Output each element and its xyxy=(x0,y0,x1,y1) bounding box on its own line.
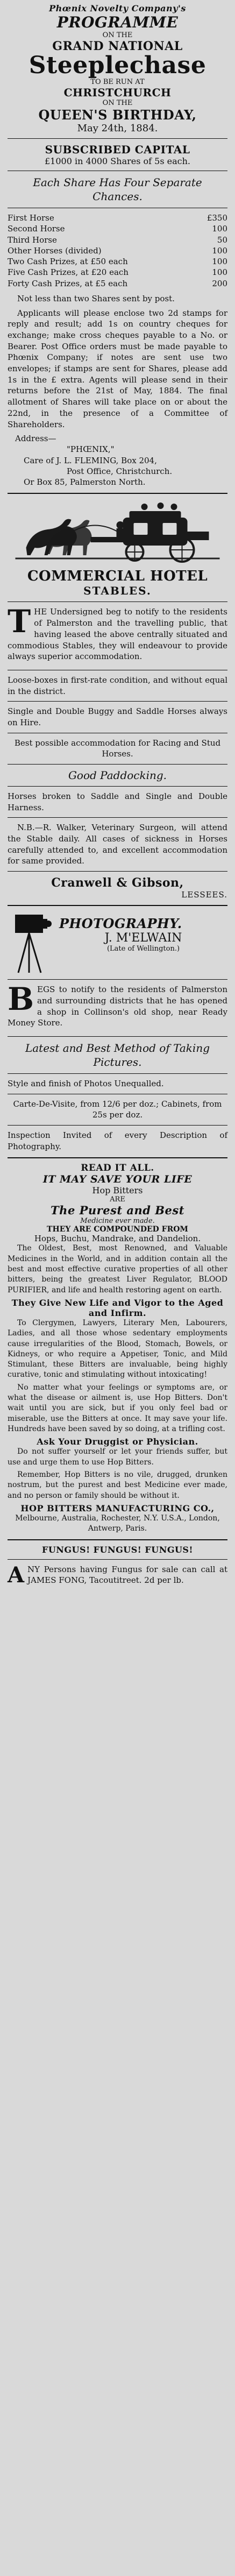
grand-national-title: GRAND NATIONAL xyxy=(52,39,183,53)
on-the-label: ON THE xyxy=(102,31,133,39)
photography-title: PHOTOGRAPHY. xyxy=(59,916,182,932)
address-label: Address— xyxy=(15,434,56,444)
applicants-note: Applicants will please enclose two 2d stamps for reply and result; add 1s on country cheques for exchange; make cross cheques payable to a No. or Bearer. Post Office orders must be made payable to Phœnix Company; if notes are sent use two envelopes; if stamps are sent for Shares, please add 1s in the £ extra. Agents will please send in their returns before the 21st of May, 1884. The final allotment of Shares will take place on or about the 22nd, in the presence of a Committee of Shareholders. xyxy=(8,308,227,429)
divider xyxy=(8,1073,227,1074)
hotel-stables-advert xyxy=(8,498,227,900)
bitters-para-5: Remember, Hop Bitters is no vile, drugged, drunken nostrum, but the purest and best Medicine ever made, and no person or family should be without it. xyxy=(8,1470,227,1500)
firm-name: Cranwell & Gibson, xyxy=(51,876,184,890)
stagecoach-illustration xyxy=(8,498,227,568)
purest-title: The Purest and Best xyxy=(51,1204,184,1218)
divider xyxy=(8,764,227,765)
address-line-1: Care of J. L. FLEMING, Box 204, xyxy=(24,455,157,465)
paddocking-title: Good Paddocking. xyxy=(68,769,167,782)
ask-druggist-title: Ask Your Druggist or Physician. xyxy=(37,1436,198,1447)
drop-cap: T xyxy=(8,603,31,640)
queens-birthday-title: QUEEN'S BIRTHDAY, xyxy=(38,107,197,123)
divider xyxy=(8,817,227,818)
on-the-label-2: ON THE xyxy=(102,99,133,108)
photographer-name: J. M'ELWAIN xyxy=(104,931,182,945)
buggy-note: Single and Double Buggy and Saddle Horses always on Hire. xyxy=(8,706,227,727)
lessees-label: LESSEES. xyxy=(181,890,227,900)
bitters-para-3: No matter what your feelings or symptoms are, or what the disease or ailment is, use Hop Bitters. Don't wait until you are sick, but if you only feel bad or miserable, use the Bitters at once. It may save your life. Hundreds have been saved by so doing, at a trifling cost. xyxy=(8,1383,227,1433)
prize-row: Forty Cash Prizes, at £5 each 200 xyxy=(8,278,227,288)
to-be-run-label: TO BE RUN AT xyxy=(90,78,145,87)
divider xyxy=(8,1559,227,1560)
medicine-line: Medicine ever made. xyxy=(80,1217,155,1226)
camera-icon xyxy=(8,910,54,975)
fungus-heading: FUNGUS! FUNGUS! FUNGUS! xyxy=(41,1544,194,1555)
chances-title: Each Share Has Four Separate Chances. xyxy=(33,176,202,203)
prize-row: Third Horse 50 xyxy=(8,235,227,245)
section-divider xyxy=(8,1157,227,1158)
bitters-para-1: The Oldest, Best, most Renowned, and Valuable Medicines in the World, and in addition contain all the best and most effective curative properties of all other bitters, being the greatest Liver Regulator, BLOOD PURIFIER, and life and health restoring agent on earth. xyxy=(8,1244,227,1294)
read-it-all: READ IT ALL. xyxy=(81,1163,154,1174)
prize-row: Second Horse 100 xyxy=(8,224,227,234)
prices-note: Carte-De-Visite, from 12/6 per doz.; Cabinets, from 25s per doz. xyxy=(13,1099,222,1120)
address-line-2: Post Office, Christchurch. xyxy=(67,466,173,476)
divider xyxy=(8,871,227,872)
photographer-late: (Late of Wellington.) xyxy=(106,945,180,953)
new-life-title: They Give New Life and Vigor to the Aged and Infirm. xyxy=(11,1297,224,1318)
divider xyxy=(8,1036,227,1037)
section-divider xyxy=(8,493,227,494)
subscribed-capital-title: SUBSCRIBED CAPITAL xyxy=(45,143,190,157)
veterinary-note: N.B.—R. Walker, Veterinary Surgeon, will attend the Stable daily. All cases of sickness in Horses carefully attended to, and excellent accommodation for same provided. xyxy=(8,823,227,866)
hotel-title: COMMERCIAL HOTEL xyxy=(27,568,208,585)
bitters-para-2: To Clergymen, Lawyers, Literary Men, Labourers, Ladies, and all those whose sedentary employments cause irregularities of the Blood, Stomach, Bowels, or Kidneys, or who require a Appetiser, Tonic, and Mild Stimulant, these Bitters are invaluable, being highly curative, tonic and stimulating without intoxicating! xyxy=(8,1318,227,1379)
divider xyxy=(8,979,227,980)
photography-advert xyxy=(8,910,227,1152)
style-note: Style and finish of Photos Unequalled. xyxy=(8,1078,164,1088)
save-your-life: IT MAY SAVE YOUR LIFE xyxy=(42,1173,193,1186)
company-cities: Melbourne, Australia, Rochester, N.Y. U.S.A., London, Antwerp, Paris. xyxy=(15,1513,220,1533)
drop-cap: A xyxy=(8,1562,25,1588)
bitters-para-4: Do not suffer yourself or let your friends suffer, but use and urge them to use Hop Bitters. xyxy=(8,1447,227,1467)
prize-row: Five Cash Prizes, at £20 each 100 xyxy=(8,267,227,278)
compounded-line: THEY ARE COMPOUNDED FROM xyxy=(47,1225,188,1234)
loose-boxes-note: Loose-boxes in first-rate condition, and without equal in the district. xyxy=(8,675,227,696)
are-label: ARE xyxy=(110,1195,125,1204)
shares-note: Not less than two Shares sent by post. xyxy=(17,293,175,303)
programme-title: PROGRAMME xyxy=(56,13,179,31)
address-name: "PHŒNIX," xyxy=(67,444,115,455)
steeplechase-title: Steeplechase xyxy=(29,52,206,79)
racing-note: Best possible accommodation for Racing and Stud Horses. xyxy=(14,738,221,759)
company-header: Phœnix Novelty Company's xyxy=(49,3,186,13)
latest-method-title: Latest and Best Method of Taking Pictures. xyxy=(25,1041,210,1068)
photo-intro: BEGS to notify to the residents of Palmerston and surrounding districts that he has opened a shop in Collinson's old shop, near Ready Money Store. xyxy=(8,981,227,1028)
inspection-note: Inspection Invited of every Description of Photography. xyxy=(8,1130,227,1151)
ingredients-line: Hops, Buchu, Mandrake, and Dandelion. xyxy=(34,1234,201,1244)
christchurch-title: CHRISTCHURCH xyxy=(63,86,172,100)
prize-row: Other Horses (divided) 100 xyxy=(8,245,227,256)
divider xyxy=(8,1125,227,1126)
company-name: HOP BITTERS MANUFACTURING CO., xyxy=(20,1503,215,1513)
harness-note: Horses broken to Saddle and Single and Double Harness. xyxy=(8,791,227,812)
hop-bitters-advert xyxy=(8,1163,227,1533)
divider xyxy=(8,601,227,602)
prize-list xyxy=(8,213,227,289)
fungus-text: ANY Persons having Fungus for sale can call at JAMES FONG, Tacoutitreet. 2d per lb. xyxy=(8,1562,227,1588)
divider xyxy=(8,786,227,787)
drop-cap: B xyxy=(8,981,34,1018)
divider xyxy=(8,138,227,139)
fungus-advert xyxy=(8,1545,227,1586)
stables-title: STABLES. xyxy=(83,584,152,598)
section-divider xyxy=(8,1539,227,1540)
address-line-3: Or Box 85, Palmerston North. xyxy=(24,477,146,487)
divider xyxy=(8,701,227,702)
steeplechase-advert xyxy=(8,0,227,487)
section-divider xyxy=(8,905,227,906)
hotel-intro: THE Undersigned beg to notify to the residents of Palmerston and the travelling public, that having leased the above centrally situated and commodious Stables, they will endeavour to provide always superior accommodation. xyxy=(8,603,227,662)
prize-row: Two Cash Prizes, at £50 each 100 xyxy=(8,257,227,267)
prize-row: First Horse £350 xyxy=(8,213,227,223)
capital-line: £1000 in 4000 Shares of 5s each. xyxy=(45,156,190,167)
race-date: May 24th, 1884. xyxy=(77,123,158,135)
hop-bitters-name: Hop Bitters xyxy=(92,1185,143,1196)
